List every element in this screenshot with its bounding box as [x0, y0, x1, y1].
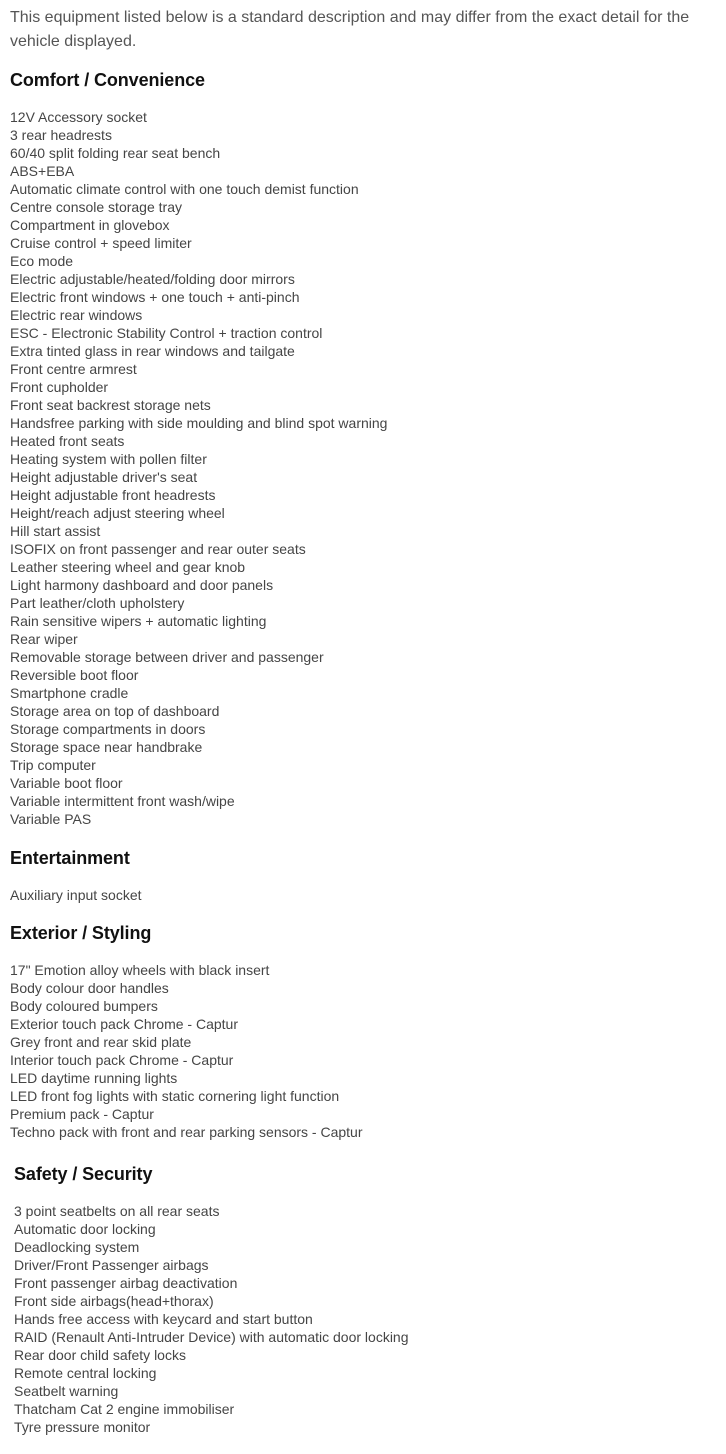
feature-item: ISOFIX on front passenger and rear outer seats: [10, 541, 306, 557]
feature-item: Smartphone cradle: [10, 685, 129, 701]
feature-item: Auxiliary input socket: [10, 887, 142, 903]
feature-item: Variable PAS: [10, 811, 92, 827]
feature-item: Trip computer: [10, 757, 96, 773]
feature-item: Variable intermittent front wash/wipe: [10, 793, 235, 809]
feature-item: Height adjustable driver's seat: [10, 469, 198, 485]
feature-item: ABS+EBA: [10, 163, 75, 179]
feature-item: Remote central locking: [14, 1365, 157, 1381]
feature-item: 12V Accessory socket: [10, 109, 147, 125]
feature-item: Storage compartments in doors: [10, 721, 206, 737]
feature-item: Height/reach adjust steering wheel: [10, 505, 225, 521]
feature-item: Front centre armrest: [10, 361, 137, 377]
feature-list: [10, 108, 710, 828]
feature-item: Extra tinted glass in rear windows and tailgate: [10, 343, 295, 359]
feature-item: Reversible boot floor: [10, 667, 139, 683]
feature-item: Heating system with pollen filter: [10, 451, 207, 467]
feature-item: Driver/Front Passenger airbags: [14, 1257, 209, 1273]
feature-item: Part leather/cloth upholstery: [10, 595, 185, 611]
feature-item: Height adjustable front headrests: [10, 487, 216, 503]
feature-item: Eco mode: [10, 253, 74, 269]
feature-item: RAID (Renault Anti-Intruder Device) with automatic door locking: [14, 1329, 409, 1345]
feature-item: Removable storage between driver and passenger: [10, 649, 324, 665]
feature-item: Seatbelt warning: [14, 1383, 119, 1399]
feature-item: Light harmony dashboard and door panels: [10, 577, 274, 593]
feature-item: Thatcham Cat 2 engine immobiliser: [14, 1401, 235, 1417]
feature-item: 17" Emotion alloy wheels with black insert: [10, 962, 270, 978]
feature-item: Storage area on top of dashboard: [10, 703, 220, 719]
section-heading: Comfort / Convenience: [10, 70, 205, 90]
feature-item: Rear door child safety locks: [14, 1347, 186, 1363]
feature-item: LED daytime running lights: [10, 1070, 178, 1086]
feature-item: 3 rear headrests: [10, 127, 112, 143]
feature-item: Compartment in glovebox: [10, 217, 170, 233]
section-entertainment: [10, 846, 710, 904]
feature-item: Heated front seats: [10, 433, 125, 449]
feature-item: Interior touch pack Chrome - Captur: [10, 1052, 234, 1068]
equipment-disclaimer: This equipment listed below is a standard description and may differ from the exact detail for the vehicle displayed.: [10, 9, 690, 50]
feature-item: LED front fog lights with static cornering light function: [10, 1088, 340, 1104]
section-heading: Exterior / Styling: [10, 923, 152, 943]
feature-item: Variable boot floor: [10, 775, 123, 791]
feature-list: [10, 961, 710, 1141]
feature-item: Electric rear windows: [10, 307, 143, 323]
section-exterior-styling: [10, 921, 710, 1141]
feature-item: Cruise control + speed limiter: [10, 235, 192, 251]
feature-item: Body colour door handles: [10, 980, 169, 996]
feature-item: Grey front and rear skid plate: [10, 1034, 192, 1050]
feature-item: Rear wiper: [10, 631, 78, 647]
feature-item: Storage space near handbrake: [10, 739, 203, 755]
feature-item: Handsfree parking with side moulding and blind spot warning: [10, 415, 388, 431]
feature-item: Tyre pressure monitor: [14, 1419, 151, 1435]
feature-item: Leather steering wheel and gear knob: [10, 559, 246, 575]
feature-item: Front passenger airbag deactivation: [14, 1275, 238, 1291]
feature-item: Front side airbags(head+thorax): [14, 1293, 214, 1309]
feature-item: ESC - Electronic Stability Control + traction control: [10, 325, 323, 341]
feature-item: Front cupholder: [10, 379, 109, 395]
feature-item: Rain sensitive wipers + automatic lighting: [10, 613, 267, 629]
section-safety-security: [14, 1162, 714, 1436]
feature-item: Hands free access with keycard and start button: [14, 1311, 313, 1327]
section-comfort-convenience: [10, 68, 710, 828]
feature-item: Automatic door locking: [14, 1221, 156, 1237]
feature-item: Hill start assist: [10, 523, 101, 539]
feature-item: Electric adjustable/heated/folding door mirrors: [10, 271, 295, 287]
feature-item: Deadlocking system: [14, 1239, 140, 1255]
feature-item: Techno pack with front and rear parking sensors - Captur: [10, 1124, 363, 1140]
feature-item: 3 point seatbelts on all rear seats: [14, 1203, 220, 1219]
feature-item: Front seat backrest storage nets: [10, 397, 211, 413]
section-heading: Safety / Security: [14, 1164, 153, 1184]
feature-item: Automatic climate control with one touch demist function: [10, 181, 359, 197]
feature-item: 60/40 split folding rear seat bench: [10, 145, 221, 161]
feature-list: [10, 886, 710, 904]
feature-item: Electric front windows + one touch + anti-pinch: [10, 289, 300, 305]
feature-item: Exterior touch pack Chrome - Captur: [10, 1016, 238, 1032]
feature-item: Centre console storage tray: [10, 199, 182, 215]
feature-item: Premium pack - Captur: [10, 1106, 154, 1122]
section-heading: Entertainment: [10, 848, 130, 868]
feature-item: Body coloured bumpers: [10, 998, 158, 1014]
feature-list: [14, 1202, 714, 1436]
